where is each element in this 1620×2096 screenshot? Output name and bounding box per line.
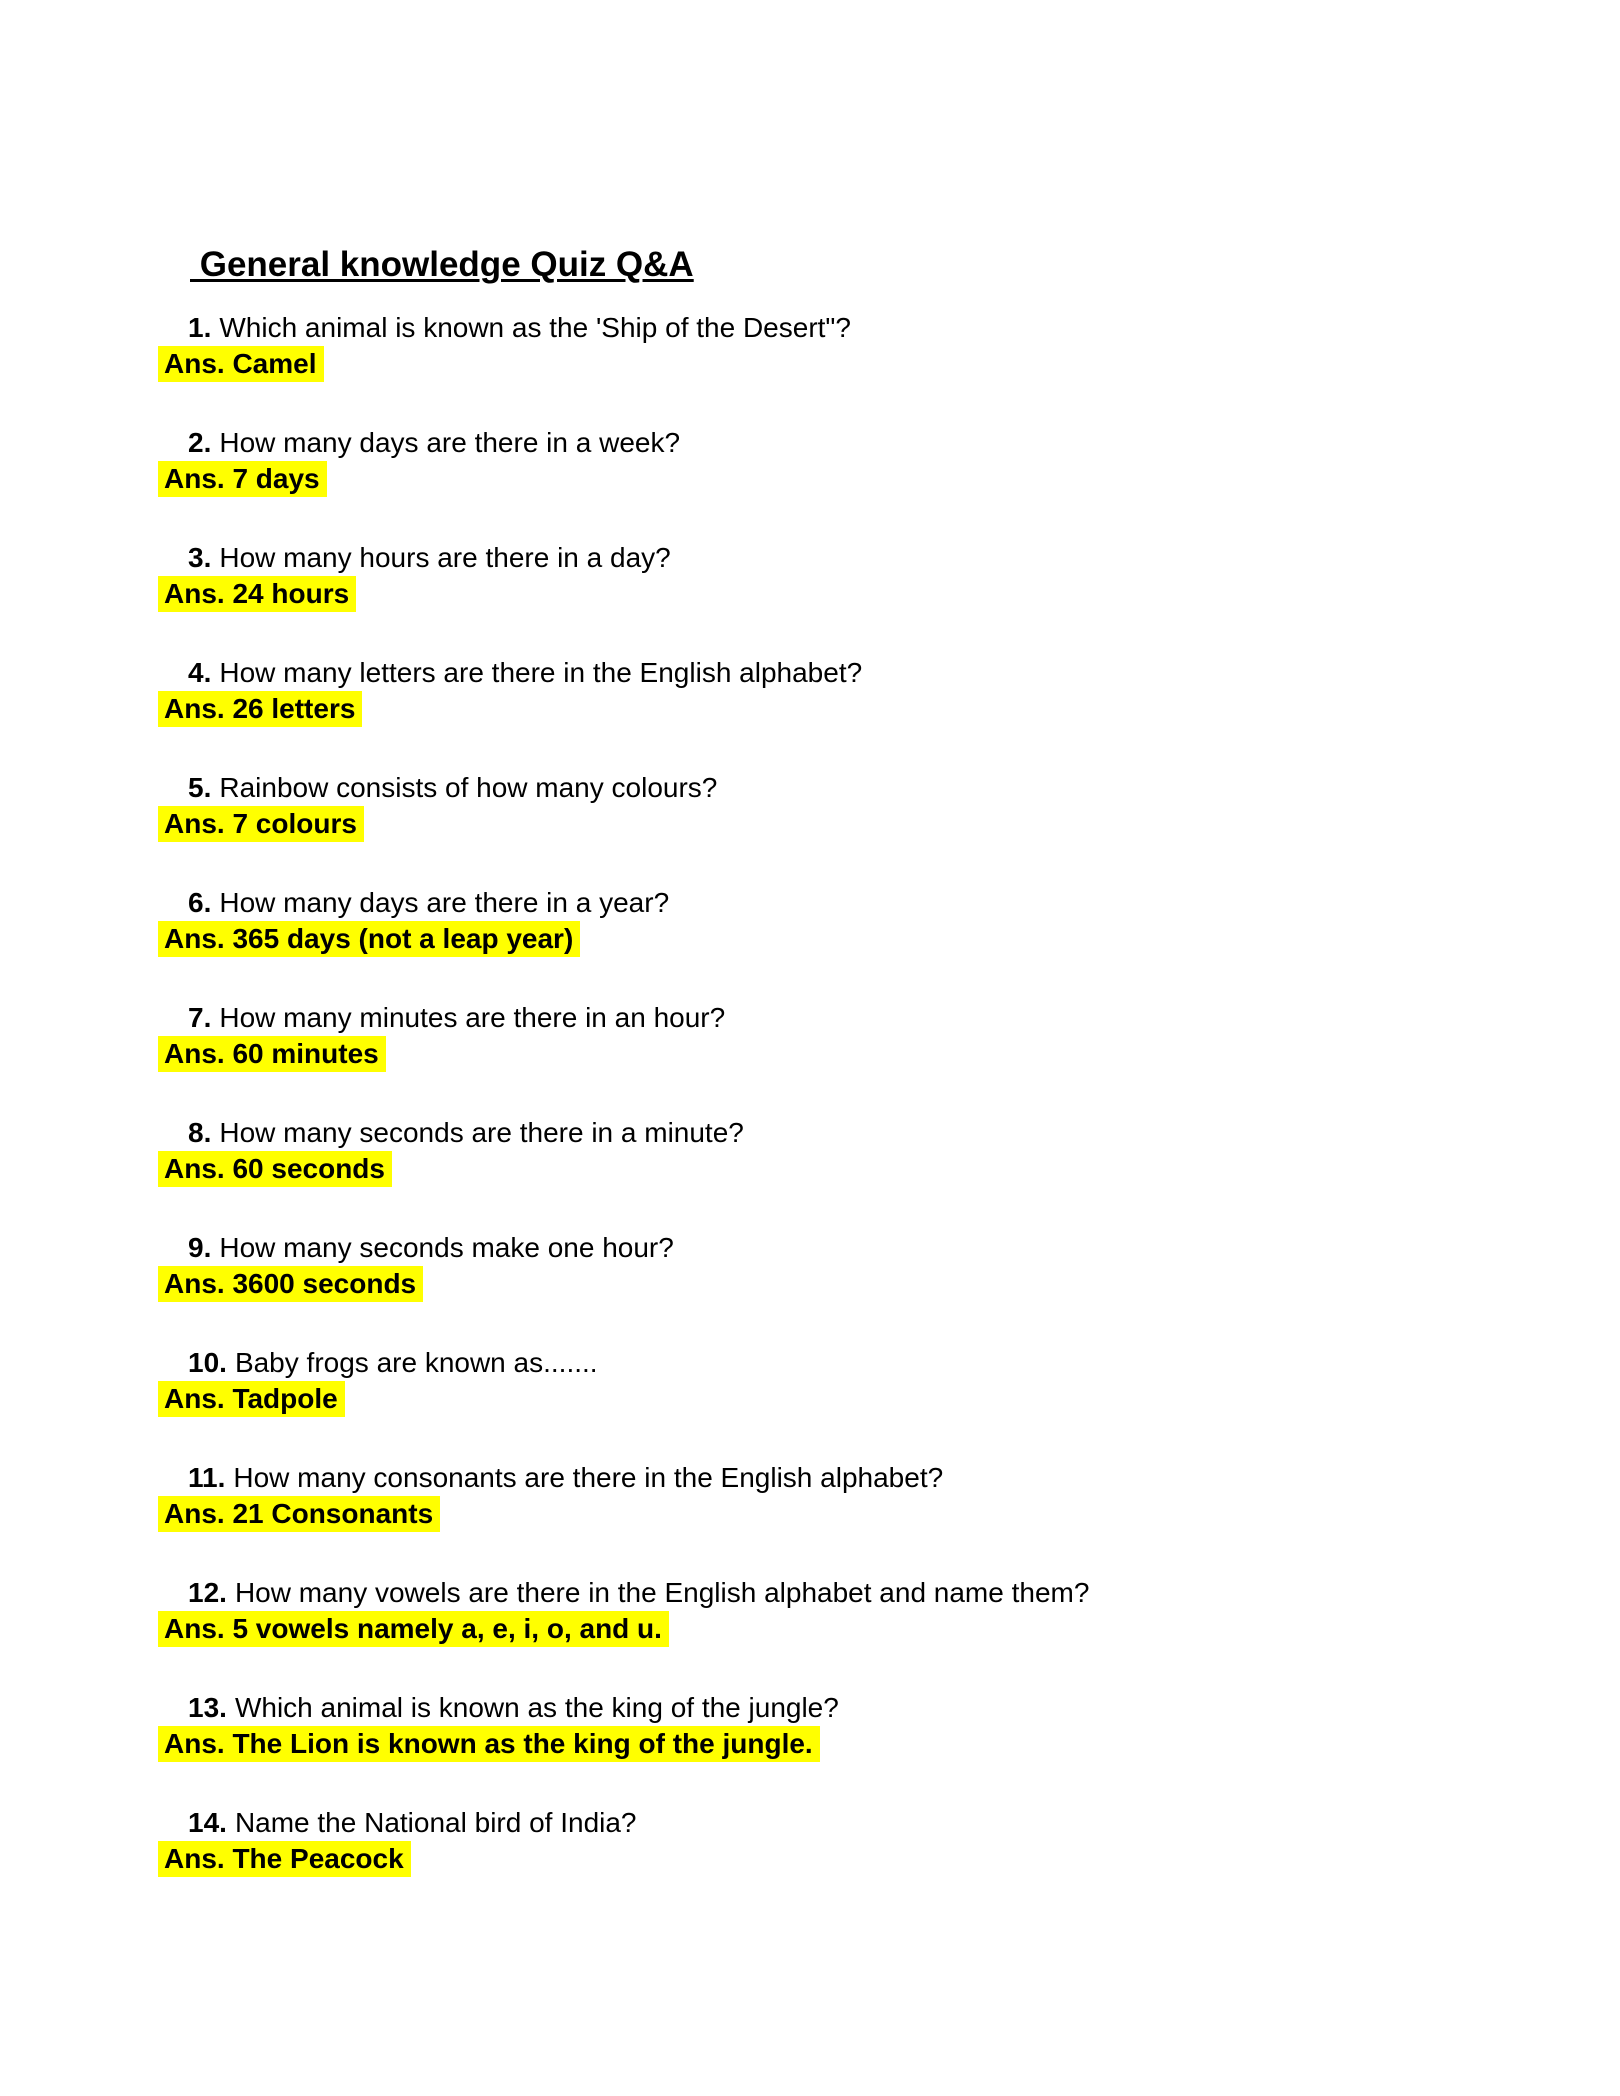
- question-text: How many hours are there in a day?: [219, 542, 671, 573]
- qa-item: [0, 1576, 1620, 1646]
- answer-line: [158, 1151, 1620, 1186]
- question-line: [188, 311, 1620, 344]
- question-number: 13.: [188, 1692, 227, 1723]
- answer-line: [158, 921, 1620, 956]
- answer-highlight: Ans. 3600 seconds: [158, 1266, 423, 1302]
- qa-item: [0, 886, 1620, 956]
- question-text: Name the National bird of India?: [234, 1807, 637, 1838]
- page-title-text: General knowledge Quiz Q&A: [190, 245, 694, 284]
- question-text: How many seconds make one hour?: [219, 1232, 674, 1263]
- qa-item: [0, 656, 1620, 726]
- question-text: How many consonants are there in the English alphabet?: [233, 1462, 944, 1493]
- qa-item: [0, 1231, 1620, 1301]
- answer-highlight: Ans. The Peacock: [158, 1841, 411, 1877]
- question-text: Which animal is known as the king of the jungle?: [234, 1692, 839, 1723]
- answer-highlight: Ans. 24 hours: [158, 576, 356, 612]
- answer-line: [158, 1036, 1620, 1071]
- question-text: How many minutes are there in an hour?: [219, 1002, 726, 1033]
- qa-item: [0, 1346, 1620, 1416]
- question-number: 6.: [188, 887, 212, 918]
- question-number: 3.: [188, 542, 212, 573]
- question-line: [188, 1346, 1620, 1379]
- question-number: 7.: [188, 1002, 212, 1033]
- qa-item: [0, 541, 1620, 611]
- answer-highlight: Ans. 26 letters: [158, 691, 362, 727]
- answer-line: [158, 806, 1620, 841]
- question-line: [188, 1691, 1620, 1724]
- question-number: 2.: [188, 427, 212, 458]
- answer-line: [158, 346, 1620, 381]
- question-number: 11.: [188, 1462, 226, 1493]
- question-line: [188, 426, 1620, 459]
- question-text: How many letters are there in the English alphabet?: [219, 657, 863, 688]
- answer-highlight: Ans. 60 minutes: [158, 1036, 386, 1072]
- answer-line: [158, 576, 1620, 611]
- question-number: 8.: [188, 1117, 212, 1148]
- question-line: [188, 656, 1620, 689]
- answer-highlight: Ans. The Lion is known as the king of the jungle.: [158, 1726, 820, 1762]
- question-text: Baby frogs are known as.......: [234, 1347, 598, 1378]
- question-number: 9.: [188, 1232, 212, 1263]
- question-number: 10.: [188, 1347, 227, 1378]
- answer-line: [158, 1496, 1620, 1531]
- answer-line: [158, 1611, 1620, 1646]
- answer-line: [158, 691, 1620, 726]
- question-number: 4.: [188, 657, 212, 688]
- qa-item: [0, 1001, 1620, 1071]
- question-line: [188, 1231, 1620, 1264]
- qa-item: [0, 771, 1620, 841]
- qa-item: [0, 1806, 1620, 1876]
- question-text: How many vowels are there in the English alphabet and name them?: [234, 1577, 1090, 1608]
- qa-list: [0, 311, 1620, 1876]
- answer-highlight: Ans. 60 seconds: [158, 1151, 392, 1187]
- answer-line: [158, 1841, 1620, 1876]
- qa-item: [0, 1691, 1620, 1761]
- question-text: Rainbow consists of how many colours?: [219, 772, 718, 803]
- question-text: How many seconds are there in a minute?: [219, 1117, 744, 1148]
- question-number: 14.: [188, 1807, 227, 1838]
- answer-highlight: Ans. 5 vowels namely a, e, i, o, and u.: [158, 1611, 669, 1647]
- question-line: [188, 1806, 1620, 1839]
- question-number: 1.: [188, 312, 212, 343]
- qa-item: [0, 1116, 1620, 1186]
- question-text: How many days are there in a year?: [219, 887, 670, 918]
- page-title: [190, 245, 1620, 285]
- qa-item: [0, 426, 1620, 496]
- answer-highlight: Ans. 21 Consonants: [158, 1496, 440, 1532]
- answer-line: [158, 1381, 1620, 1416]
- question-line: [188, 1001, 1620, 1034]
- answer-line: [158, 1266, 1620, 1301]
- qa-item: [0, 311, 1620, 381]
- question-number: 12.: [188, 1577, 227, 1608]
- question-text: Which animal is known as the 'Ship of the Desert"?: [219, 312, 851, 343]
- question-line: [188, 1576, 1620, 1609]
- question-line: [188, 886, 1620, 919]
- question-line: [188, 771, 1620, 804]
- answer-highlight: Ans. 365 days (not a leap year): [158, 921, 580, 957]
- answer-highlight: Ans. 7 days: [158, 461, 327, 497]
- answer-highlight: Ans. 7 colours: [158, 806, 364, 842]
- question-line: [188, 1461, 1620, 1494]
- qa-item: [0, 1461, 1620, 1531]
- question-line: [188, 541, 1620, 574]
- question-number: 5.: [188, 772, 212, 803]
- answer-highlight: Ans. Tadpole: [158, 1381, 345, 1417]
- answer-highlight: Ans. Camel: [158, 346, 324, 382]
- answer-line: [158, 461, 1620, 496]
- question-text: How many days are there in a week?: [219, 427, 681, 458]
- answer-line: [158, 1726, 1620, 1761]
- question-line: [188, 1116, 1620, 1149]
